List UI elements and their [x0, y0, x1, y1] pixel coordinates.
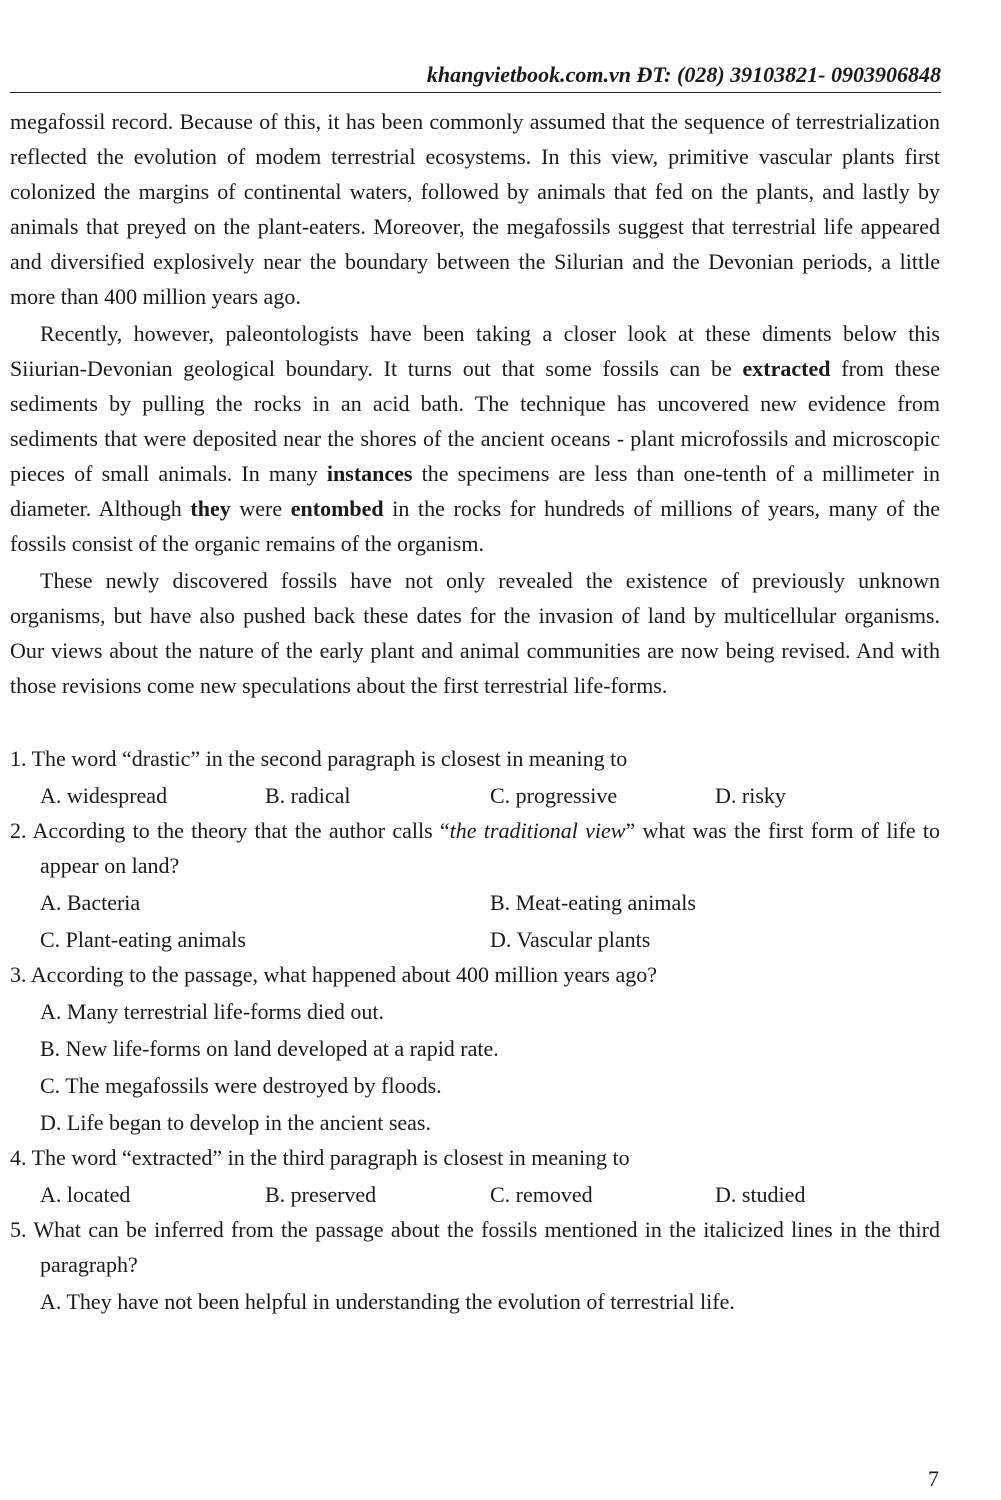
- answer-option: A. They have not been helpful in understanding the evolution of terrestrial life.: [40, 1289, 735, 1314]
- question-stem: [10, 1140, 940, 1175]
- answer-option-row: [10, 778, 940, 813]
- italic-phrase: the traditional view: [449, 818, 626, 843]
- passage-paragraph: [10, 104, 940, 314]
- question-item: [10, 741, 940, 813]
- answer-option-row: [10, 1068, 940, 1103]
- answer-option: A. located: [40, 1182, 131, 1207]
- text-run: Recently, however, paleontologists have been taking a closer look at these diments below this Siiurian-Devonian geological boundary. It turns out that some fossils can be: [10, 321, 940, 381]
- answer-option: D. risky: [715, 783, 786, 808]
- question-item: [10, 957, 940, 1140]
- answer-option-row: [10, 922, 940, 957]
- answer-option-row: [10, 885, 940, 920]
- answer-option: C. Plant-eating animals: [40, 927, 246, 952]
- answer-option: B. Meat-eating animals: [490, 890, 696, 915]
- bold-term: entombed: [290, 496, 384, 521]
- text-run: in the rocks for hundreds of millions of years, many of the fossils consist of the organic remains of the organism.: [10, 496, 940, 556]
- answer-option: C. removed: [490, 1182, 593, 1207]
- question-item: [10, 1140, 940, 1212]
- answer-option-row: [10, 1177, 940, 1212]
- text-run: 4. The word “extracted” in the third paragraph is closest in meaning to: [10, 1145, 630, 1170]
- answer-option: B. preserved: [265, 1182, 377, 1207]
- answer-option: A. Many terrestrial life-forms died out.: [40, 999, 384, 1024]
- page-content: [10, 104, 940, 1319]
- question-item: [10, 1212, 940, 1319]
- question-item: [10, 813, 940, 957]
- question-stem: [10, 813, 940, 883]
- section-gap: [10, 705, 940, 741]
- answer-option-row: [10, 1031, 940, 1066]
- answer-option: D. Vascular plants: [490, 927, 651, 952]
- text-run: 1. The word “drastic” in the second paragraph is closest in meaning to: [10, 746, 628, 771]
- text-run: ” what was the first form of life to appear on land?: [40, 818, 941, 878]
- answer-option-row: [10, 1284, 940, 1319]
- text-run: 2. According to the theory that the author calls “: [10, 818, 450, 843]
- passage-paragraph: [10, 316, 940, 561]
- question-stem: [10, 1212, 940, 1282]
- question-stem: [10, 741, 940, 776]
- bold-term: they: [190, 496, 231, 521]
- answer-option: A. widespread: [40, 783, 168, 808]
- text-run: 3. According to the passage, what happened about 400 million years ago?: [10, 962, 657, 987]
- text-run: the specimens are less than one-tenth of a millimeter in diameter. Although: [10, 461, 940, 521]
- answer-option: C. The megafossils were destroyed by floods.: [40, 1073, 442, 1098]
- answer-option: D. studied: [715, 1182, 806, 1207]
- text-run: 5. What can be inferred from the passage about the fossils mentioned in the italicized lines in the third paragraph?: [10, 1217, 940, 1277]
- page-number: 7: [928, 1466, 939, 1491]
- answer-option: D. Life began to develop in the ancient seas.: [40, 1110, 431, 1135]
- question-list: [10, 741, 940, 1319]
- page-header: khangvietbook.com.vn ĐT: (028) 39103821- 0903906848: [426, 62, 941, 87]
- header-rule: [10, 92, 941, 93]
- text-run: megafossil record. Because of this, it has been commonly assumed that the sequence of terrestrialization reflected the evolution of modem terrestrial ecosystems. In this view, primitive vascular plants first colonized the margins of continental waters, followed by animals that fed on the plants, and lastly by animals that preyed on the plant-eaters. Moreover, the megafossils suggest that terrestrial life appeared and diversified explosively near the boundary between the Silurian and the Devonian periods, a little more than 400 million years ago.: [10, 109, 940, 309]
- answer-option: A. Bacteria: [40, 890, 141, 915]
- text-run: These newly discovered fossils have not only revealed the existence of previously unknown organisms, but have also pushed back these dates for the invasion of land by multicellular organisms. Our views about the nature of the early plant and animal communities are now being revised. And with those revisions come new speculations about the first terrestrial life-forms.: [10, 568, 940, 698]
- answer-option: C. progressive: [490, 783, 618, 808]
- answer-option: B. radical: [265, 783, 351, 808]
- question-stem: [10, 957, 940, 992]
- answer-option: B. New life-forms on land developed at a rapid rate.: [40, 1036, 499, 1061]
- reading-passage: [10, 104, 940, 703]
- text-run: were: [230, 496, 291, 521]
- passage-paragraph: [10, 563, 940, 703]
- answer-option-row: [10, 1105, 940, 1140]
- answer-option-row: [10, 994, 940, 1029]
- bold-term: extracted: [742, 356, 831, 381]
- text-run: from these sediments by pulling the rocks in an acid bath. The technique has uncovered new evidence from sediments that were deposited near the shores of the ancient oceans - plant microfossils and microscopic pieces of small animals. In many: [10, 356, 940, 486]
- bold-term: instances: [326, 461, 413, 486]
